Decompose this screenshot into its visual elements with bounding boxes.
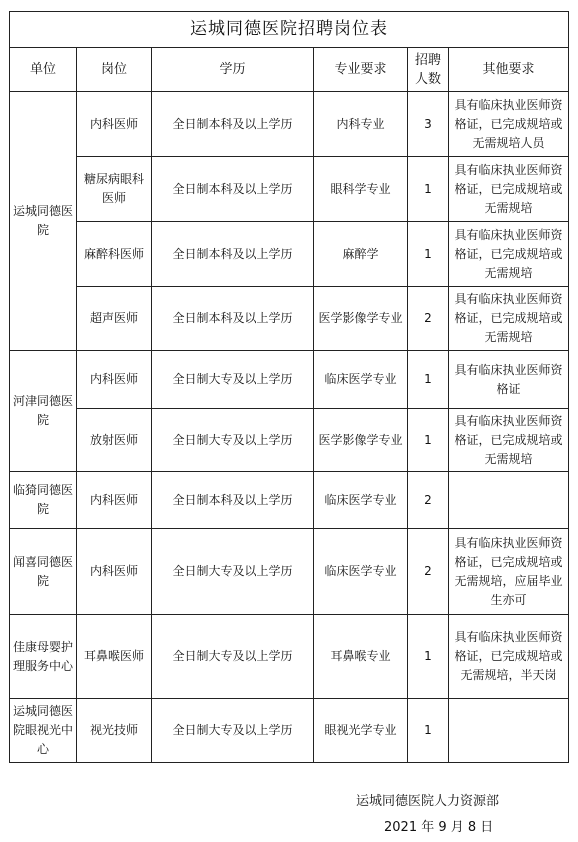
header-major: 专业要求 (314, 48, 408, 92)
header-education: 学历 (152, 48, 314, 92)
other-cell: 具有临床执业医师资格证，已完成规培或无需规培人员 (449, 92, 569, 157)
major-cell: 麻醉学 (314, 222, 408, 287)
count-cell: 1 (408, 157, 449, 222)
education-cell: 全日制本科及以上学历 (152, 472, 314, 529)
education-cell: 全日制本科及以上学历 (152, 157, 314, 222)
other-cell: 具有临床执业医师资格证，已完成规培或无需规培 (449, 222, 569, 287)
footer-date: 2021 年 9 月 8 日 (384, 820, 494, 835)
unit-cell: 运城同德医院 (10, 92, 77, 351)
count-cell: 1 (408, 615, 449, 699)
other-cell: 具有临床执业医师资格证，已完成规培或无需规培 (449, 409, 569, 472)
major-cell: 耳鼻喉专业 (314, 615, 408, 699)
table-row (10, 529, 569, 615)
table-title: 运城同德医院招聘岗位表 (9, 11, 569, 47)
recruitment-table (9, 11, 569, 763)
table-row (10, 615, 569, 699)
education-cell: 全日制大专及以上学历 (152, 409, 314, 472)
table-row (10, 472, 569, 529)
other-cell: 具有临床执业医师资格证，已完成规培或无需规培，半天岗 (449, 615, 569, 699)
major-cell: 医学影像学专业 (314, 409, 408, 472)
table-row (10, 157, 569, 222)
position-cell: 超声医师 (77, 287, 152, 351)
education-cell: 全日制本科及以上学历 (152, 92, 314, 157)
table-row (10, 92, 569, 157)
other-cell (449, 472, 569, 529)
position-cell: 糖尿病眼科医师 (77, 157, 152, 222)
header-count-line2: 人数 (414, 71, 441, 87)
position-cell: 放射医师 (77, 409, 152, 472)
table-row (10, 351, 569, 409)
unit-cell: 闻喜同德医院 (10, 529, 77, 615)
header-other: 其他要求 (449, 48, 569, 92)
major-cell: 临床医学专业 (314, 529, 408, 615)
other-cell: 具有临床执业医师资格证，已完成规培或无需规培，应届毕业生亦可 (449, 529, 569, 615)
unit-cell: 佳康母婴护理服务中心 (10, 615, 77, 699)
position-cell: 内科医师 (77, 529, 152, 615)
table-row (10, 222, 569, 287)
position-cell: 内科医师 (77, 351, 152, 409)
header-count (408, 48, 449, 92)
count-cell: 1 (408, 409, 449, 472)
table-row (10, 699, 569, 763)
count-cell: 3 (408, 92, 449, 157)
table-row (10, 409, 569, 472)
position-cell: 耳鼻喉医师 (77, 615, 152, 699)
education-cell: 全日制大专及以上学历 (152, 529, 314, 615)
position-cell: 内科医师 (77, 472, 152, 529)
count-cell: 1 (408, 351, 449, 409)
major-cell: 医学影像学专业 (314, 287, 408, 351)
unit-cell: 临猗同德医院 (10, 472, 77, 529)
other-cell: 具有临床执业医师资格证 (449, 351, 569, 409)
education-cell: 全日制本科及以上学历 (152, 222, 314, 287)
count-cell: 1 (408, 222, 449, 287)
major-cell: 眼科学专业 (314, 157, 408, 222)
table-row (10, 287, 569, 351)
education-cell: 全日制大专及以上学历 (152, 615, 314, 699)
major-cell: 内科专业 (314, 92, 408, 157)
header-count-line1: 招聘 (414, 52, 441, 68)
major-cell: 临床医学专业 (314, 472, 408, 529)
other-cell: 具有临床执业医师资格证，已完成规培或无需规培 (449, 287, 569, 351)
header-row (10, 48, 569, 92)
count-cell: 2 (408, 287, 449, 351)
count-cell: 1 (408, 699, 449, 763)
other-cell: 具有临床执业医师资格证，已完成规培或无需规培 (449, 157, 569, 222)
other-cell (449, 699, 569, 763)
recruitment-table-container (9, 11, 568, 763)
position-cell: 麻醉科医师 (77, 222, 152, 287)
position-cell: 视光技师 (77, 699, 152, 763)
major-cell: 临床医学专业 (314, 351, 408, 409)
footer-organization: 运城同德医院人力资源部 (356, 794, 500, 809)
header-position: 岗位 (77, 48, 152, 92)
header-unit: 单位 (10, 48, 77, 92)
major-cell: 眼视光学专业 (314, 699, 408, 763)
count-cell: 2 (408, 472, 449, 529)
unit-cell: 运城同德医院眼视光中心 (10, 699, 77, 763)
unit-cell: 河津同德医院 (10, 351, 77, 472)
education-cell: 全日制大专及以上学历 (152, 351, 314, 409)
education-cell: 全日制大专及以上学历 (152, 699, 314, 763)
education-cell: 全日制本科及以上学历 (152, 287, 314, 351)
count-cell: 2 (408, 529, 449, 615)
position-cell: 内科医师 (77, 92, 152, 157)
